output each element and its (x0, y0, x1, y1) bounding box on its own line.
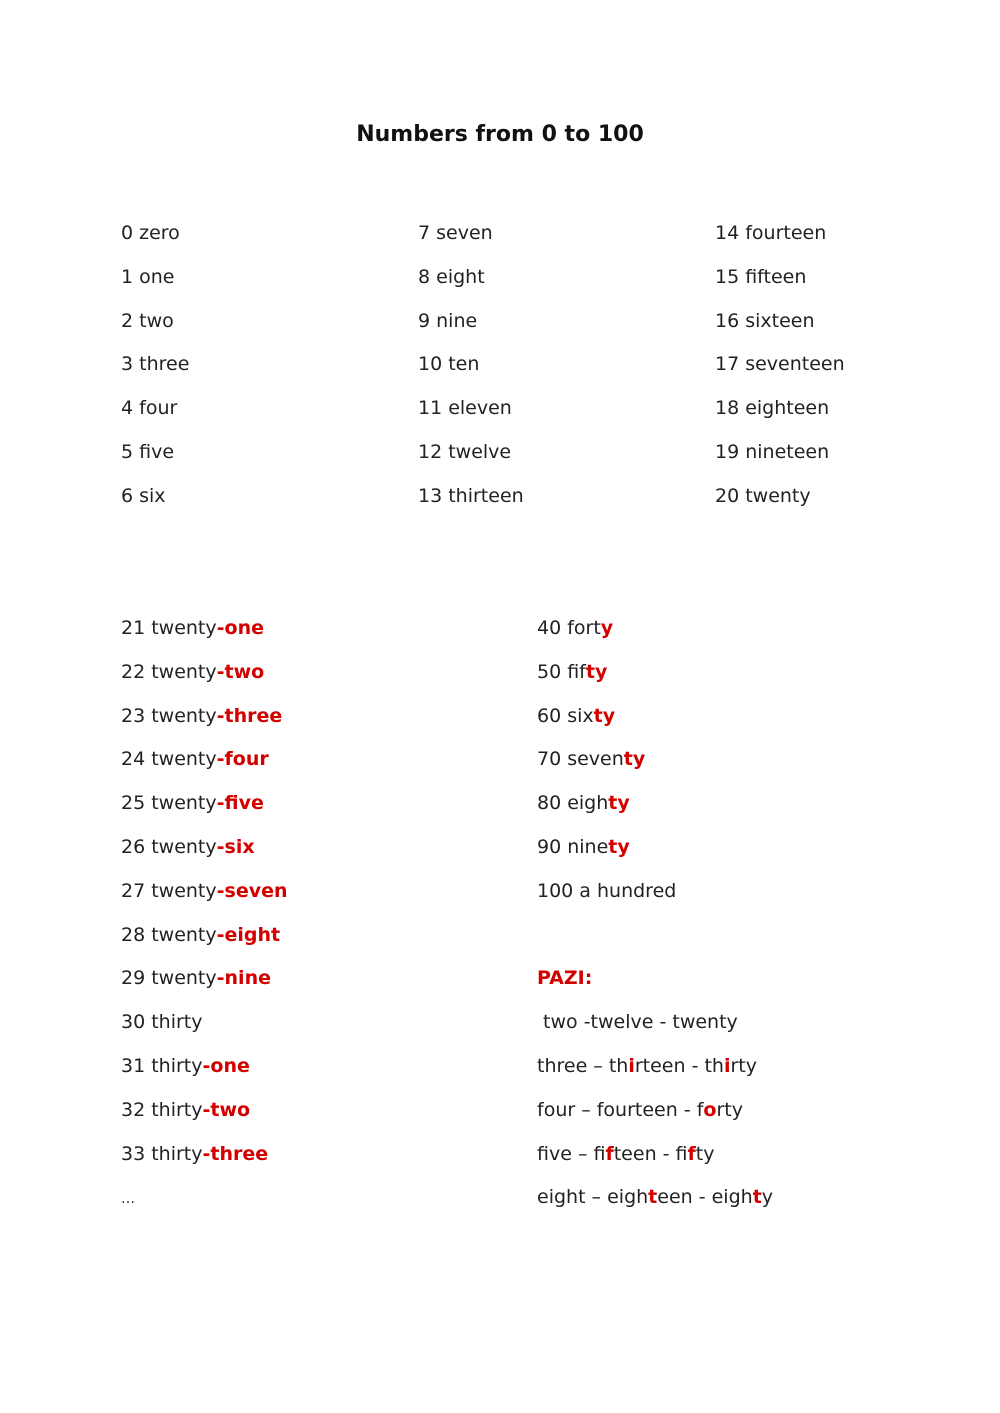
compound-base: 23 twenty (121, 704, 217, 727)
compound-base: 22 twenty (121, 660, 217, 683)
compound-numbers-column (121, 616, 288, 1229)
tens-entry (537, 704, 773, 748)
compound-suffix: -two (202, 1098, 251, 1121)
note-highlight: t (648, 1186, 658, 1209)
compound-entry (121, 704, 288, 748)
number-entry: 10 ten (418, 353, 480, 376)
compound-base: 25 twenty (121, 792, 217, 815)
number-entry: 18 eighteen (715, 397, 830, 420)
tens-stem: 100 a hundred (537, 879, 677, 902)
ellipsis: … (121, 1191, 135, 1208)
compound-base: 28 twenty (121, 923, 217, 946)
number-entry: 9 nine (418, 309, 478, 332)
note-highlight: i (628, 1054, 635, 1077)
compound-entry (121, 1010, 288, 1054)
note-highlight: f (605, 1142, 614, 1165)
compound-entry (121, 1098, 288, 1142)
number-entry: 12 twelve (418, 440, 512, 463)
note-heading: PAZI: (537, 967, 593, 990)
note-text: three – th (537, 1054, 629, 1077)
compound-base: 30 thirty (121, 1011, 203, 1034)
note-text: rty (730, 1054, 757, 1077)
note-text: rty (716, 1098, 743, 1121)
tens-suffix: ty (623, 748, 646, 771)
compound-entry (121, 791, 288, 835)
tens-entry (537, 879, 773, 923)
compound-entry (121, 923, 288, 967)
number-entry: 0 zero (121, 222, 180, 244)
compound-base: 27 twenty (121, 879, 217, 902)
compound-suffix: -one (216, 617, 264, 639)
spacer (537, 923, 773, 967)
compound-base: 31 thirty (121, 1054, 203, 1077)
compound-base: 21 twenty (121, 617, 217, 639)
compound-entry (121, 616, 288, 660)
note-line (537, 1054, 773, 1098)
tens-stem: 70 seven (537, 748, 624, 771)
compound-base: 26 twenty (121, 835, 217, 858)
number-entry: 3 three (121, 353, 190, 376)
note-text: een - eigh (657, 1186, 753, 1209)
numbers-column-3 (715, 221, 845, 528)
note-highlight: i (723, 1054, 731, 1077)
compound-entry (121, 747, 288, 791)
compound-suffix: -one (202, 1054, 250, 1077)
tens-entry (537, 747, 773, 791)
note-highlight: f (687, 1142, 696, 1165)
tens-and-note-column (537, 616, 773, 1229)
number-entry: 2 two (121, 309, 174, 332)
compound-suffix: -six (216, 835, 255, 858)
number-entry: 1 one (121, 265, 175, 288)
tens-entry (537, 791, 773, 835)
compound-entry (121, 1054, 288, 1098)
tens-stem: 50 fif (537, 660, 586, 683)
tens-entry (537, 835, 773, 879)
note-text: rteen - th (634, 1054, 724, 1077)
tens-stem: 60 six (537, 704, 594, 727)
tens-suffix: ty (608, 792, 630, 815)
compound-suffix: -four (216, 748, 269, 771)
note-highlight: o (703, 1098, 717, 1121)
compound-entry (121, 1185, 288, 1229)
compound-entry (121, 835, 288, 879)
note-highlight: t (752, 1186, 762, 1209)
compound-entry (121, 966, 288, 1010)
page-title: Numbers from 0 to 100 (356, 122, 644, 147)
compound-suffix: -eight (216, 923, 281, 946)
number-entry: 8 eight (418, 265, 485, 288)
tens-entry (537, 616, 773, 660)
compound-entry (121, 660, 288, 704)
note-text: five – fi (537, 1142, 606, 1165)
note-text: two -twelve - twenty (537, 1011, 738, 1034)
note-text: ty (695, 1142, 715, 1165)
tens-entry (537, 660, 773, 704)
note-text: y (761, 1186, 774, 1209)
tens-suffix: y (600, 617, 614, 639)
number-entry: 4 four (121, 397, 178, 420)
compound-suffix: -seven (216, 879, 288, 902)
note-line (537, 1142, 773, 1186)
compound-entry (121, 879, 288, 923)
number-entry: 19 nineteen (715, 440, 830, 463)
number-entry: 17 seventeen (715, 353, 845, 376)
tens-suffix: ty (593, 704, 616, 727)
compound-suffix: -three (216, 704, 283, 727)
compound-base: 32 thirty (121, 1098, 203, 1121)
number-entry: 6 six (121, 484, 166, 507)
number-entry: 20 twenty (715, 484, 811, 507)
compound-suffix: -three (202, 1142, 269, 1165)
tens-stem: 90 nine (537, 835, 609, 858)
note-line (537, 1010, 773, 1054)
tens-suffix: ty (585, 660, 608, 683)
numbers-column-2 (418, 221, 524, 528)
number-entry: 11 eleven (418, 397, 512, 420)
compound-suffix: -five (216, 792, 264, 815)
note-line (537, 1098, 773, 1142)
number-entry: 13 thirteen (418, 484, 524, 507)
compound-base: 29 twenty (121, 967, 217, 990)
tens-stem: 40 fort (537, 617, 601, 639)
number-entry: 5 five (121, 440, 175, 463)
compound-base: 33 thirty (121, 1142, 203, 1165)
tens-suffix: ty (608, 835, 630, 858)
note-text: four – fourteen - f (537, 1098, 704, 1121)
note-line (537, 1185, 773, 1229)
compound-base: 24 twenty (121, 748, 217, 771)
compound-entry (121, 1142, 288, 1186)
numbers-column-1 (121, 221, 189, 528)
note-text: eight – eigh (537, 1186, 649, 1209)
number-entry: 7 seven (418, 222, 493, 244)
number-entry: 14 fourteen (715, 222, 827, 244)
number-entry: 16 sixteen (715, 309, 815, 332)
compound-suffix: -two (216, 660, 265, 683)
note-text: teen - fi (613, 1142, 688, 1165)
number-entry: 15 fifteen (715, 265, 807, 288)
compound-suffix: -nine (216, 967, 271, 990)
tens-stem: 80 eigh (537, 792, 609, 815)
